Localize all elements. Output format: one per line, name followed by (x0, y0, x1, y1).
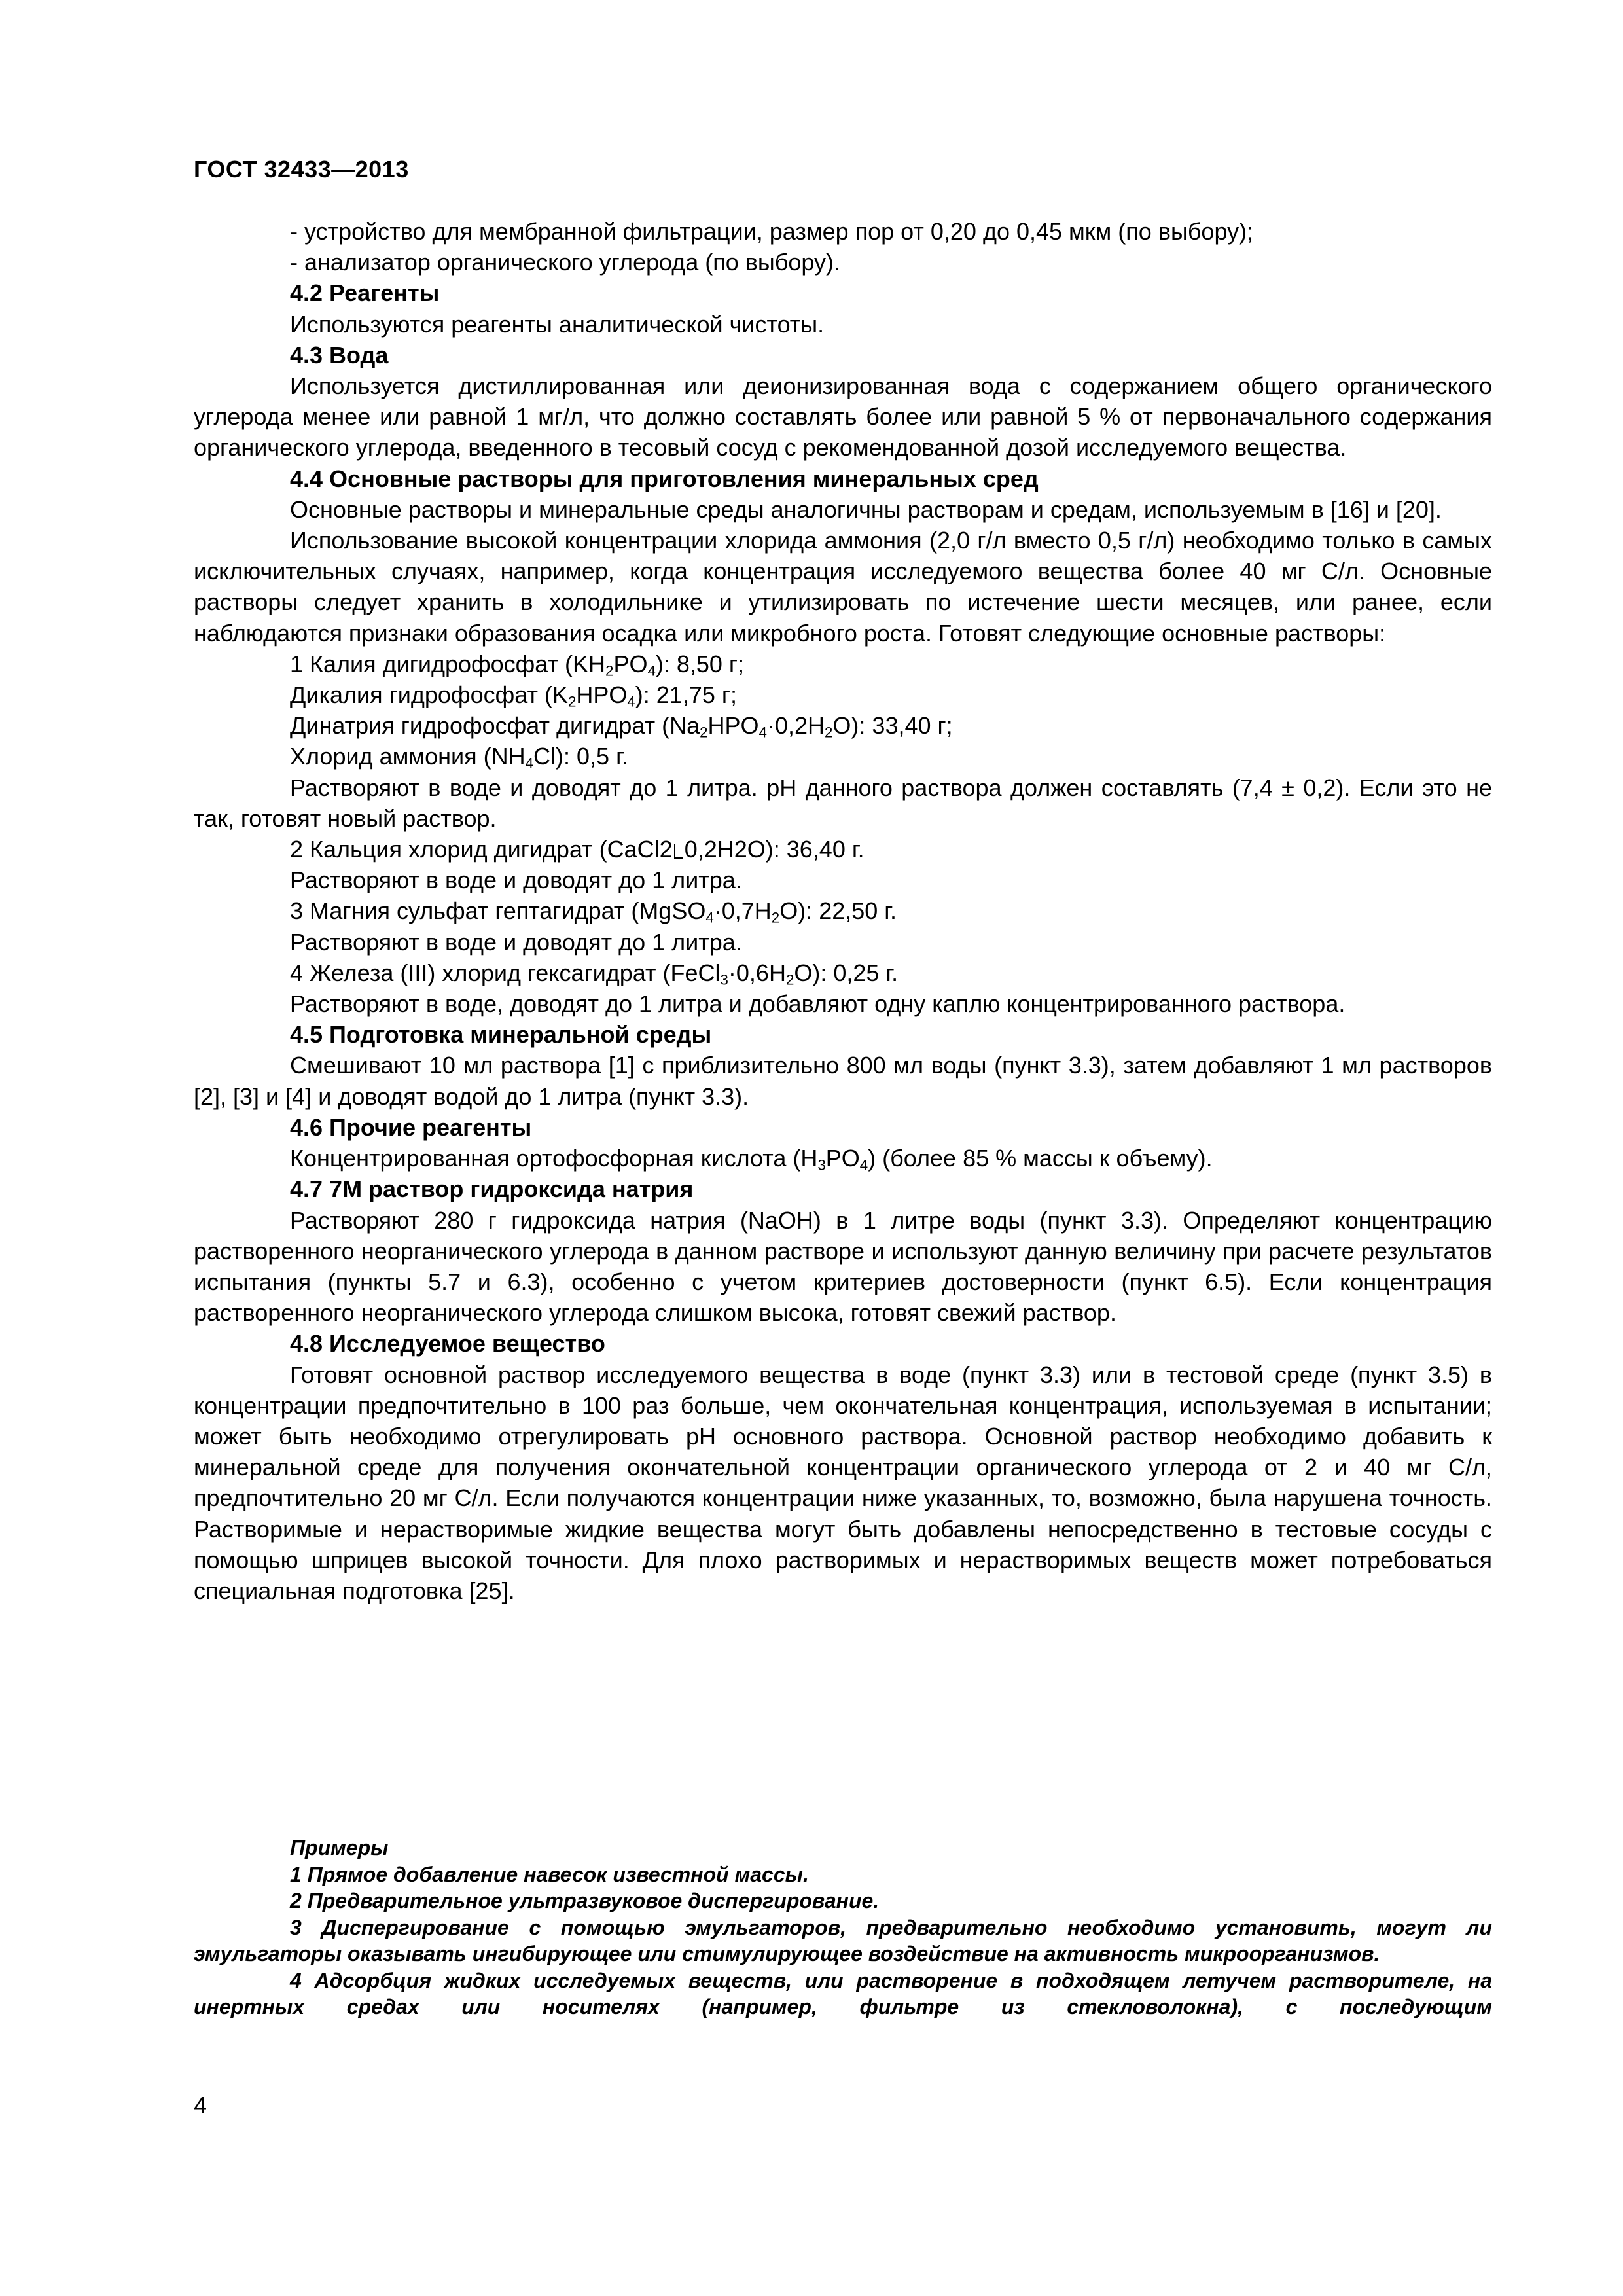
unknown-glyph-icon (674, 844, 683, 859)
section-text-4-6: Концентрированная ортофосфорная кислота $(H_3PO_4)$ (более 85 % массы к объему). (290, 1145, 1213, 1174)
section-text-4-4-p2: Использование высокой концентрации хлорида аммония (2,0 г/л вместо 0,5 г/л) необходимо только в самых исключительных случаях, например, когда концентрация исследуемого вещества более 40 мг С/л. Основные растворы следует хранить в холодильнике и утилизировать по истечение шести месяцев, или ранее, если наблюдаются признаки образования осадка или микробного роста. Готовят следующие основные растворы: (194, 527, 1492, 647)
section-heading-4-6: 4.6 Прочие реагенты (290, 1113, 532, 1141)
examples-block (194, 1835, 1492, 2020)
example-item: 4 Адсорбция жидких исследуемых веществ, или растворение в подходящем летучем растворителе, на инертных средах или носителях (например, фильтре из стекловолокна), с последующим (194, 1968, 1492, 2018)
section-heading-4-2: 4.2 Реагенты (290, 279, 440, 307)
list-item-filtration: - устройство для мембранной фильтрации, размер пор от 0,20 до 0,45 мкм (по выбору); (290, 218, 1254, 245)
section-heading-4-4: 4.4 Основные растворы для приготовления минеральных сред (290, 465, 1039, 492)
solution-2-cacl2: 2 Кальция хлорид дигидрат (CaCl2 0,2H2O): 36,40 г. (290, 836, 865, 863)
dissolve-3-text: Растворяют в воде и доводят до 1 литра. (290, 928, 742, 956)
section-text-4-4-p1: Основные растворы и минеральные среды аналогичны растворам и средам, используемым в [16] и [20]. (290, 495, 1442, 523)
solution-1-na2hpo4: Динатрия гидрофосфат дигидрат $(Na_2HPO_4\cdot 0,2H_2O)$: 33,40 г; (290, 712, 953, 741)
solution-1-nh4cl: Хлорид аммония $(NH_4Cl)$: 0,5 г. (290, 743, 628, 772)
section-text-4-3: Используется дистиллированная или деионизированная вода с содержанием общего органического углерода менее или равной 1 мг/л, что должно составлять более или равной 5 % от первоначального содержания органического углерода, введенного в тесовый сосуд с рекомендованной дозой исследуемого вещества. (194, 372, 1492, 461)
solution-1-k2hpo4: Дикалия гидрофосфат $(K_2HPO_4)$: 21,75 г; (290, 681, 738, 710)
dissolve-4-text: Растворяют в воде, доводят до 1 литра и добавляют одну каплю концентрированного раствора. (290, 990, 1346, 1018)
section-heading-4-3: 4.3 Вода (290, 341, 389, 368)
examples-title: Примеры (290, 1836, 389, 1859)
section-text-4-2: Используются реагенты аналитической чистоты. (290, 310, 825, 338)
section-heading-4-5: 4.5 Подготовка минеральной среды (290, 1021, 712, 1049)
section-text-4-7: Растворяют 280 г гидроксида натрия (NaOH) в 1 литре воды (пункт 3.3). Определяют концентрацию растворенного неорганического углерода в данном растворе и используют данную величину при расчете результатов испытания (пункты 5.7 и 6.3), особенно с учетом критериев достоверности (пункт 6.5). Если концентрация растворенного неорганического углерода слишком высока, готовят свежий раствор. (194, 1206, 1492, 1327)
section-text-4-8: Готовят основной раствор исследуемого вещества в воде (пункт 3.3) или в тестовой среде (пункт 3.5) в концентрации предпочтительно в 100 раз больше, чем окончательная концентрация, используемая в испытании; может быть необходимо отрегулировать pH основного раствора. Основной раствор необходимо добавить к минеральной среде для получения окончательной концентрации органического углерода от 2 и 40 мг С/л, предпочтительно 20 мг С/л. Если получаются концентрации ниже указанных, то, возможно, была нарушена точность. Растворимые и нерастворимые жидкие вещества могут быть добавлены непосредственно в тестовые сосуды с помощью шприцев высокой точности. Для плохо растворимых и нерастворимых веществ может потребоваться специальная подготовка [25]. (194, 1361, 1492, 1604)
example-item: 3 Диспергирование с помощью эмульгаторов, предварительно необходимо установить, могут ли эмульгаторы оказывать ингибирующее или стимулирующее воздействие на активность микроорганизмов. (194, 1915, 1492, 1965)
solution-3-mgso4: 3 Магния сульфат гептагидрат $(MgSO_4\cdot 0,7H_2O)$: 22,50 г. (290, 897, 897, 927)
solution-4-fecl3: 4 Железа (III) хлорид гексагидрат $(FeCl_3\cdot 0,6H_2O)$: 0,25 г. (290, 959, 899, 988)
document-header: ГОСТ 32433—2013 (194, 156, 409, 183)
list-item-carbon-analyzer: - анализатор органического углерода (по выбору). (290, 249, 841, 276)
section-heading-4-8: 4.8 Исследуемое вещество (290, 1330, 605, 1357)
section-heading-4-7: 4.7 7М раствор гидроксида натрия (290, 1175, 694, 1203)
page-number: 4 (194, 2092, 207, 2119)
solution-1-kh2po4: 1 Калия дигидрофосфат $(KH_2PO_4)$: 8,50 г; (290, 650, 745, 679)
example-item: 2 Предварительное ультразвуковое диспергирование. (290, 1889, 880, 1912)
document-body (194, 216, 1492, 1606)
section-text-4-5: Смешивают 10 мл раствора [1] с приблизительно 800 мл воды (пункт 3.3), затем добавляют 1 мл растворов [2], [3] и [4] и доводят водой до 1 литра (пункт 3.3). (194, 1052, 1492, 1110)
example-item: 1 Прямое добавление навесок известной массы. (290, 1862, 809, 1886)
dissolve-ph-text: Растворяют в воде и доводят до 1 литра. pH данного раствора должен составлять (7,4 ± 0,2). Если это не так, готовят новый раствор. (194, 774, 1492, 832)
dissolve-2-text: Растворяют в воде и доводят до 1 литра. (290, 867, 742, 894)
